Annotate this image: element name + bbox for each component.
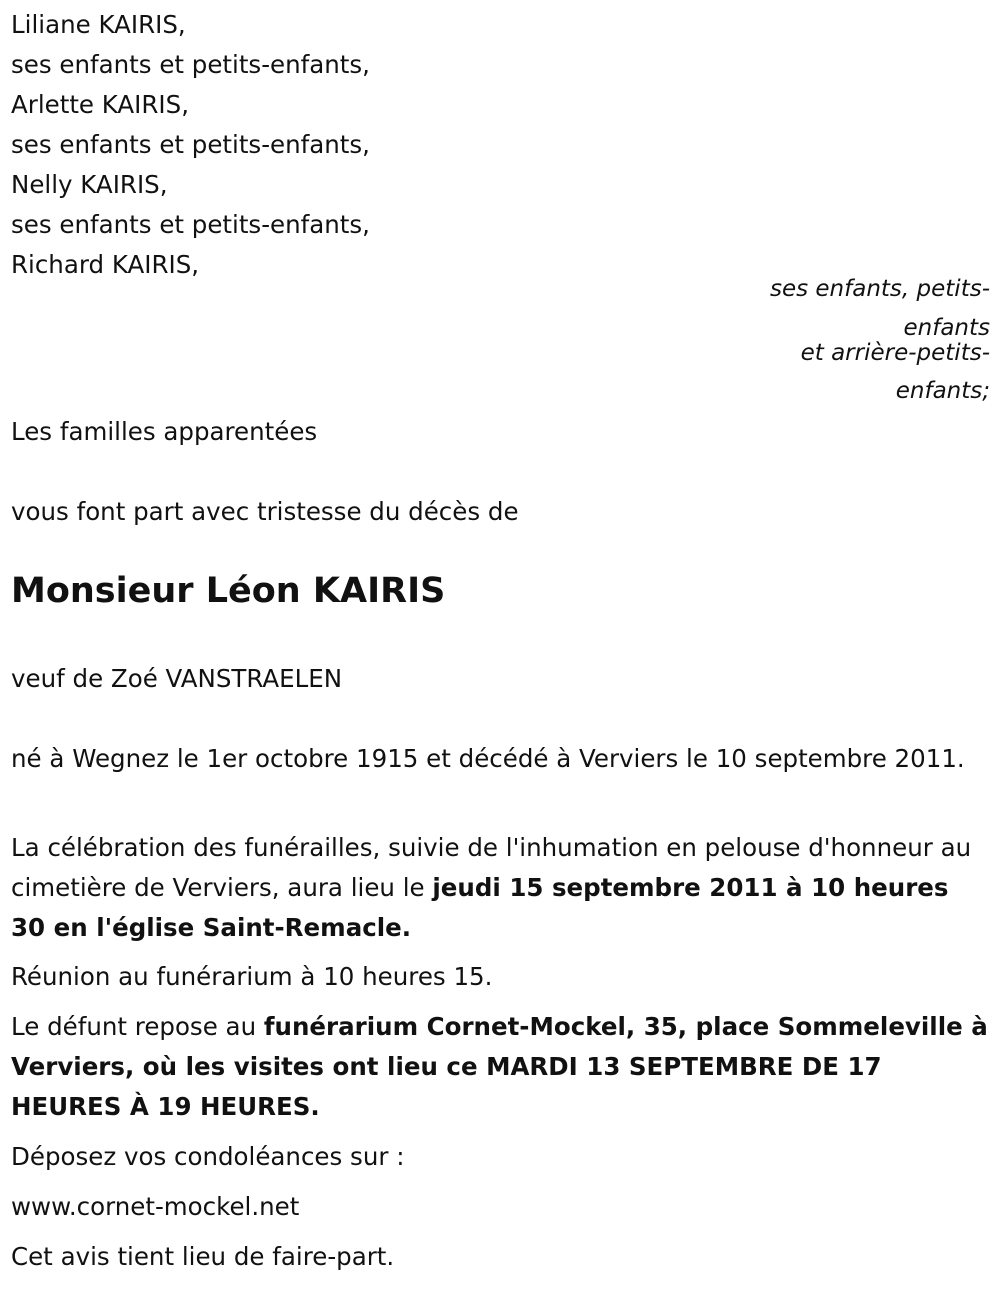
descendants-line-1: ses enfants, petits-	[769, 276, 990, 302]
family-line-4: ses enfants et petits-enfants,	[11, 130, 370, 159]
notice-line: Cet avis tient lieu de faire-part.	[11, 1242, 395, 1271]
deceased-name: Monsieur Léon KAIRIS	[11, 571, 446, 611]
ceremony-date-place: jeudi 15 septembre 2011 à 10 heures 30 en l'église Saint-Remacle.	[11, 873, 949, 942]
family-line-2: ses enfants et petits-enfants,	[11, 50, 370, 79]
descendants-line-2: enfants	[903, 315, 990, 341]
ceremony-paragraph	[11, 828, 991, 948]
descendants-line-4: enfants;	[895, 378, 990, 404]
repose-details: funérarium Cornet-Mockel, 35, place Sommeleville à Verviers, où les visites ont lieu ce MARDI 13 SEPTEMBRE DE 17 HEURES À 19 HEURES.	[11, 1012, 988, 1121]
ceremony-text: La célébration des funérailles, suivie de l'inhumation en pelouse d'honneur au cimetière de Verviers, aura lieu le	[11, 833, 972, 902]
family-line-5: Nelly KAIRIS,	[11, 170, 168, 199]
birth-death-paragraph: né à Wegnez le 1er octobre 1915 et décédé à Verviers le 10 septembre 2011.	[11, 744, 965, 773]
intro-line: vous font part avec tristesse du décès de	[11, 497, 519, 526]
condolences-label: Déposez vos condoléances sur :	[11, 1142, 405, 1171]
family-line-6: ses enfants et petits-enfants,	[11, 210, 370, 239]
family-line-7: Richard KAIRIS,	[11, 250, 200, 279]
descendants-line-3: et arrière-petits-	[800, 340, 990, 366]
repose-text: Le défunt repose au	[11, 1012, 264, 1041]
widower-line: veuf de Zoé VANSTRAELEN	[11, 664, 343, 693]
condolences-url[interactable]: www.cornet-mockel.net	[11, 1192, 300, 1221]
family-line-1: Liliane KAIRIS,	[11, 10, 186, 39]
repose-paragraph	[11, 1007, 991, 1127]
family-line-3: Arlette KAIRIS,	[11, 90, 189, 119]
relatives-line: Les familles apparentées	[11, 417, 318, 446]
meeting-line: Réunion au funérarium à 10 heures 15.	[11, 962, 493, 991]
